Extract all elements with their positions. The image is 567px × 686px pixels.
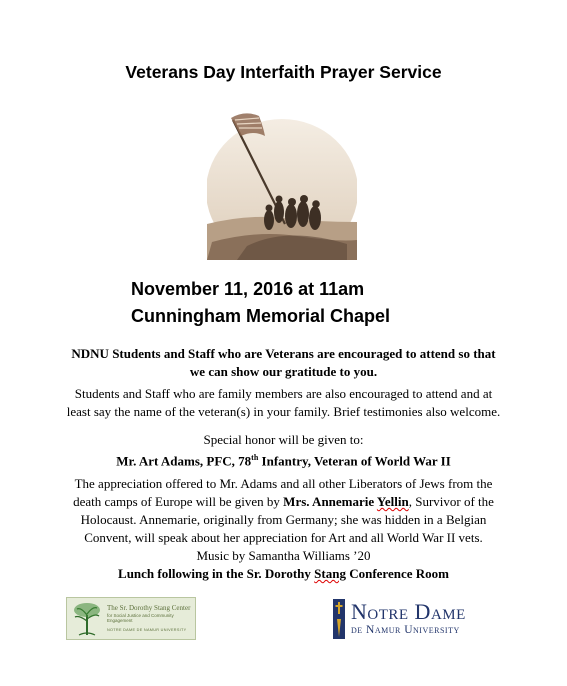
paragraph-line: least say the name of the veteran(s) in your family. Brief testimonies also welcome. [66, 404, 501, 419]
paragraph-line: Students and Staff who are family members are also encouraged to attend and at [74, 386, 493, 401]
cross-shield-icon [331, 599, 347, 639]
speaker-surname: Yellin [376, 494, 409, 509]
paragraph-line: Holocaust. Annemarie, originally from Germany; she was hidden in a Belgian [80, 512, 487, 527]
logo-line: NOTRE DAME DE NAMUR UNIVERSITY [107, 628, 187, 632]
event-location: Cunningham Memorial Chapel [131, 306, 391, 326]
special-honor [40, 431, 527, 470]
honoree-name [40, 449, 527, 470]
logo-text: Notre Dame [351, 599, 466, 624]
veterans-invitation [40, 345, 527, 381]
text-span: Conference Room [345, 566, 449, 581]
logo-line: The Sr. Dorothy Stang Center [107, 604, 191, 612]
honor-intro: Special honor will be given to: [203, 432, 364, 447]
text-span: Stang [314, 566, 346, 581]
page-title: Veterans Day Interfaith Prayer Service [125, 62, 442, 82]
logo-text: de Namur University [351, 624, 460, 636]
lunch-note [40, 565, 527, 583]
logo-line [351, 624, 460, 636]
text-span: , Survivor of the [408, 494, 494, 509]
ndnu-logo [331, 597, 506, 641]
text-span: death camps of Europe will be given by [73, 494, 284, 509]
flag-raising-photo [207, 106, 357, 260]
honoree-text: Mr. Art Adams, PFC, 78 [116, 453, 252, 469]
stang-center-logo [66, 597, 196, 640]
ordinal-suffix: th [251, 453, 259, 462]
logo-line [351, 599, 466, 625]
logo-line: for Social Justice and Community Engagement [107, 613, 174, 623]
paragraph-line [40, 493, 527, 511]
music-credit: Music by Samantha Williams ’20 [196, 548, 371, 563]
paragraph-line: NDNU Students and Staff who are Veterans are encouraged to attend so that [71, 346, 496, 361]
event-date: November 11, 2016 at 11am [131, 279, 365, 299]
honoree-text: Infantry, Veteran of World War II [258, 453, 451, 469]
paragraph-line: we can show our gratitude to you. [189, 364, 378, 379]
family-invitation [40, 385, 527, 421]
paragraph-line: Convent, will speak about her appreciation for Art and all World War II vets. [84, 530, 483, 545]
speaker-name: Mrs. Annemarie [283, 494, 377, 509]
tree-icon [71, 601, 103, 637]
text-span: Lunch following in the Sr. Dorothy [118, 566, 315, 581]
paragraph-line: The appreciation offered to Mr. Adams and all other Liberators of Jews from the [74, 476, 493, 491]
appreciation-paragraph [40, 475, 527, 583]
